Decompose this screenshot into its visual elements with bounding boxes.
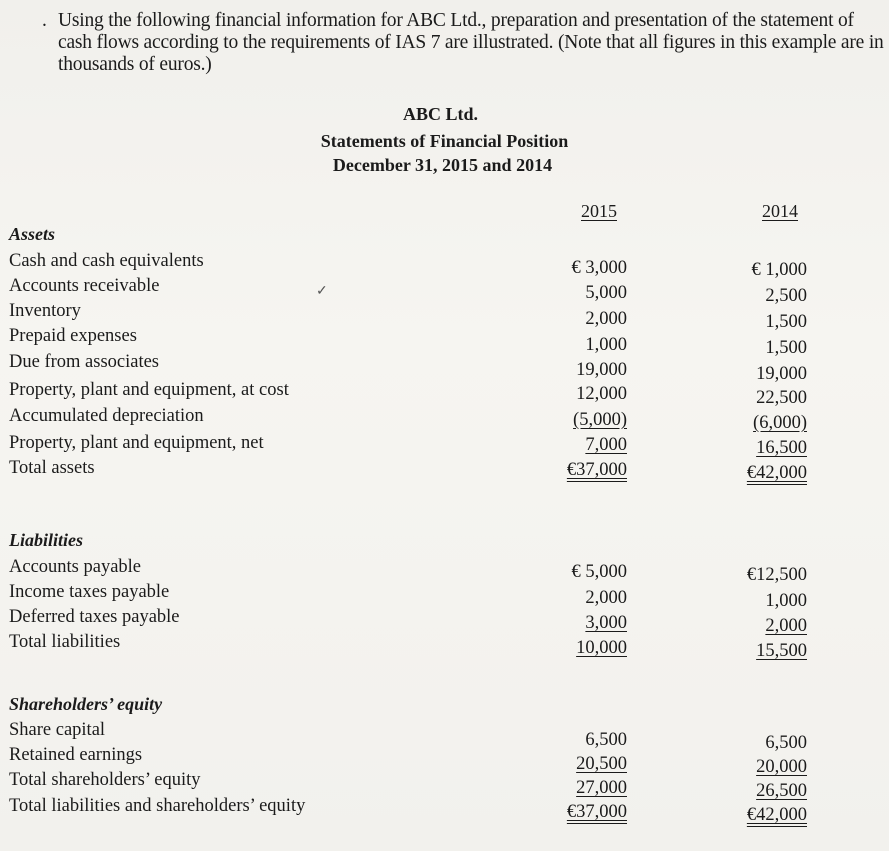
row-label: Income taxes payable — [9, 582, 170, 602]
column-header-2014: 2014 — [762, 201, 798, 221]
column-header-2015: 2015 — [581, 201, 617, 221]
intro-text: Using the following financial information for ABC Ltd., preparation and presentation of the statement of cash flows according to the requirements of IAS 7 are illustrated. (Note that all figures in this example are in thousands of euros.) — [58, 10, 884, 75]
value-2014: 2,500 — [765, 286, 807, 306]
value-2015: 5,000 — [585, 283, 627, 303]
value-2015: 2,000 — [585, 309, 627, 329]
value-2014: 20,000 — [756, 757, 807, 777]
value-2014: 22,500 — [756, 388, 807, 408]
check-mark-icon: ✓ — [316, 284, 328, 299]
bullet-dot: . — [42, 10, 47, 31]
value-2014: € 1,000 — [751, 260, 807, 280]
statement-title: Statements of Financial Position — [320, 131, 569, 151]
value-2014: 1,500 — [765, 338, 807, 358]
company-name: ABC Ltd. — [402, 104, 478, 124]
value-2015: (5,000) — [573, 410, 627, 430]
row-label: Inventory — [9, 301, 81, 321]
row-label: Due from associates — [9, 352, 160, 372]
row-label: Prepaid expenses — [9, 326, 137, 346]
row-label: Total shareholders’ equity — [9, 770, 201, 790]
row-label: Accounts payable — [9, 557, 142, 577]
value-2015: €37,000 — [566, 460, 627, 480]
value-2014: 1,500 — [765, 312, 807, 332]
value-2015: 19,000 — [576, 360, 627, 380]
value-2014: €42,000 — [746, 463, 807, 483]
value-2014: €42,000 — [746, 805, 807, 825]
row-label: Accounts receivable — [9, 276, 160, 296]
value-2014: 19,000 — [756, 364, 807, 384]
row-label: Cash and cash equivalents — [9, 251, 204, 271]
value-2014: 1,000 — [765, 591, 807, 611]
value-2014: 6,500 — [765, 733, 807, 753]
value-2014: €12,500 — [746, 565, 807, 585]
row-label: Total liabilities — [9, 632, 121, 652]
section-title-equity: Shareholders’ equity — [9, 694, 163, 714]
statement-dates: December 31, 2015 and 2014 — [332, 155, 553, 175]
value-2015: 2,000 — [585, 588, 627, 608]
intro-paragraph — [42, 10, 884, 76]
value-2015: € 5,000 — [571, 562, 627, 582]
row-label: Deferred taxes payable — [9, 607, 180, 627]
value-2015: 3,000 — [585, 613, 627, 633]
row-label: Total liabilities and shareholders’ equity — [9, 796, 306, 816]
value-2015: 7,000 — [585, 435, 627, 455]
value-2015: € 3,000 — [571, 258, 627, 278]
value-2015: 10,000 — [576, 638, 627, 658]
section-title-assets: Assets — [9, 224, 56, 244]
row-label: Total assets — [9, 458, 95, 478]
value-2015: €37,000 — [566, 802, 627, 822]
value-2015: 27,000 — [576, 778, 627, 798]
row-label: Property, plant and equipment, at cost — [9, 380, 289, 400]
value-2014: 2,000 — [765, 616, 807, 636]
value-2014: 15,500 — [756, 641, 807, 661]
section-title-liabilities: Liabilities — [9, 530, 83, 550]
value-2014: 26,500 — [756, 781, 807, 801]
value-2014: 16,500 — [756, 438, 807, 458]
value-2014: (6,000) — [753, 413, 807, 433]
value-2015: 20,500 — [576, 754, 627, 774]
row-label: Accumulated depreciation — [9, 406, 204, 426]
row-label: Property, plant and equipment, net — [9, 433, 264, 453]
row-label: Share capital — [9, 720, 106, 740]
row-label: Retained earnings — [9, 745, 143, 765]
value-2015: 12,000 — [576, 384, 627, 404]
value-2015: 6,500 — [585, 730, 627, 750]
value-2015: 1,000 — [585, 335, 627, 355]
